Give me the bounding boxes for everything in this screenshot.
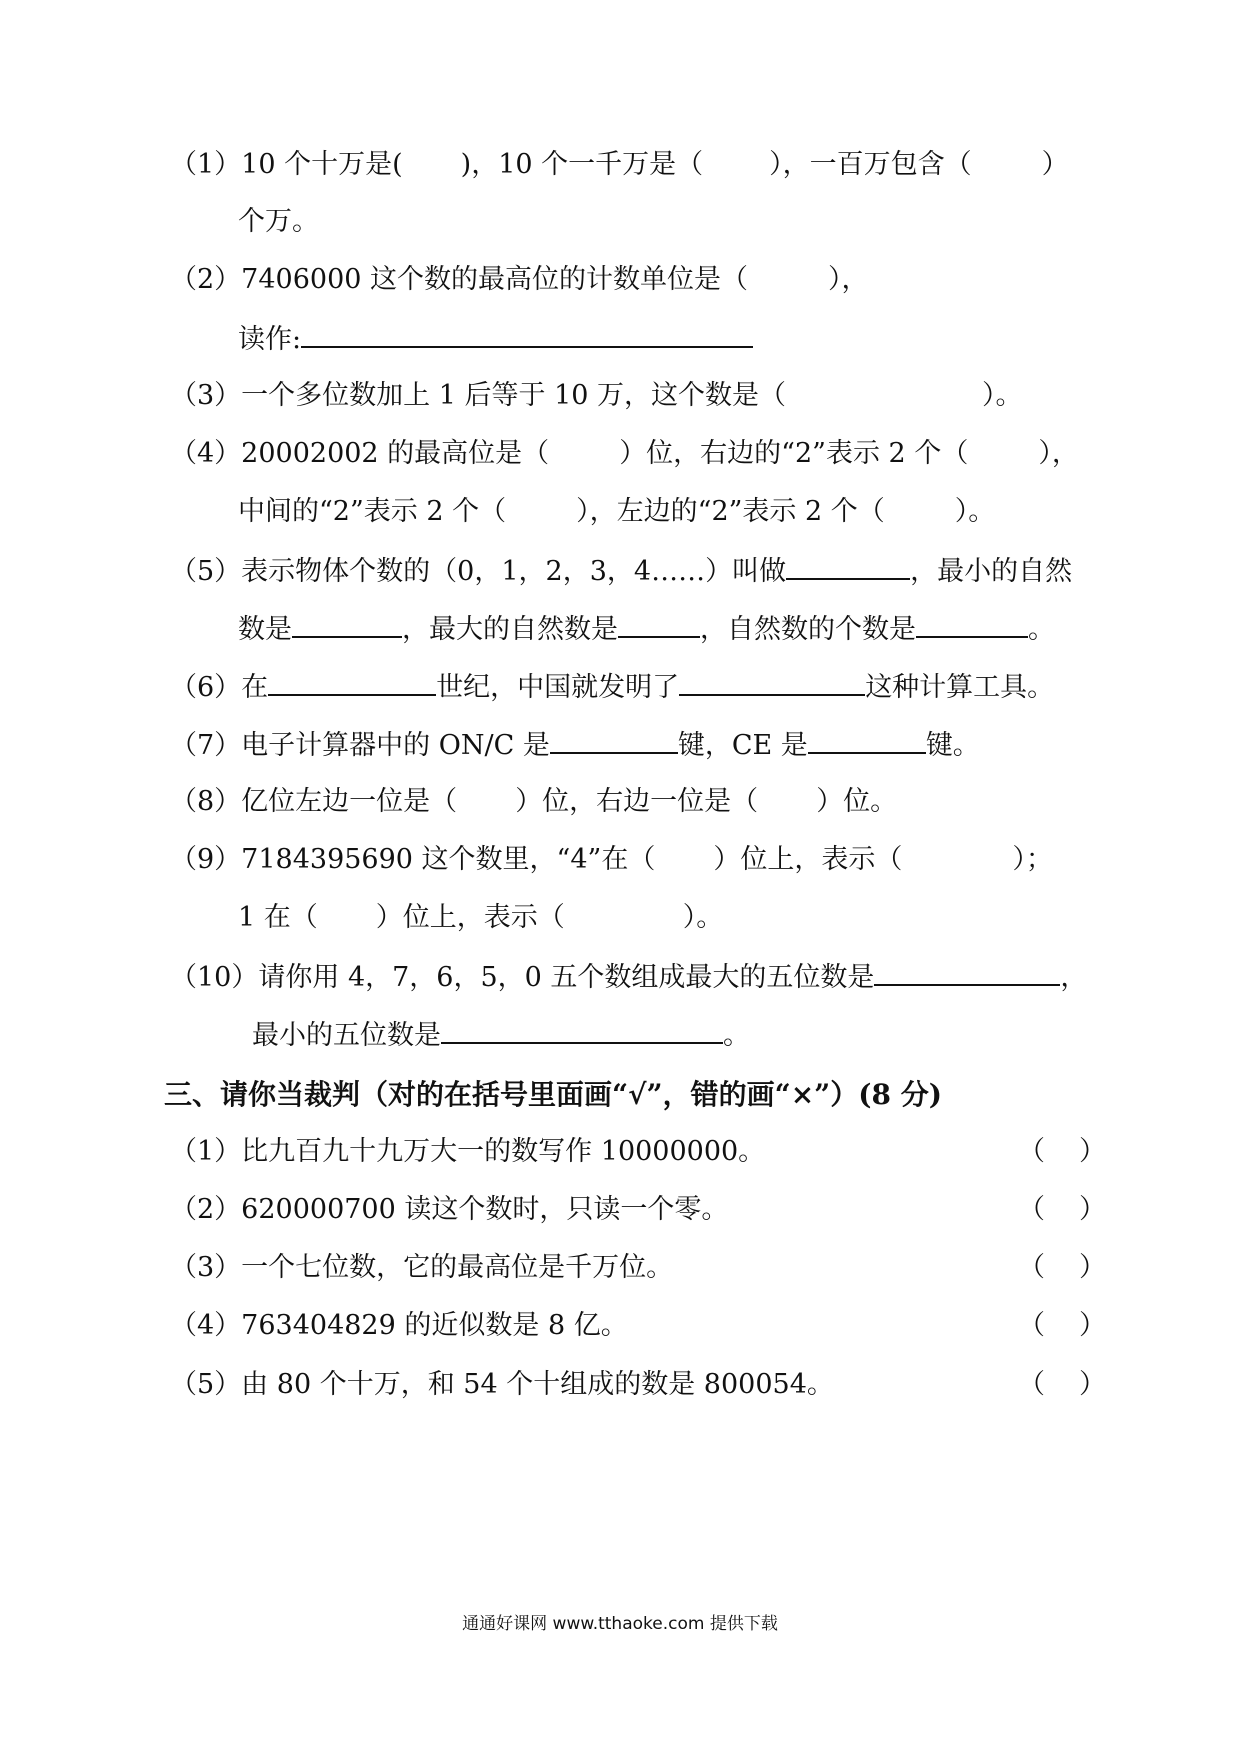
q7-answer-blank-1[interactable] <box>550 726 678 754</box>
q9-text-a: （9）7184395690 这个数里，“4”在（ <box>170 844 656 875</box>
q4-text-f: ）。 <box>954 496 996 527</box>
paren-close: ） <box>1079 1252 1106 1283</box>
paren-close: ） <box>1079 1194 1106 1225</box>
question-4-line-2 <box>238 494 995 530</box>
question-6-line-1 <box>170 668 1054 706</box>
q4-text-d: 中间的“2”表示 2 个（ <box>238 496 507 527</box>
q6-answer-blank-1[interactable] <box>268 668 436 696</box>
paren-close: ） <box>1079 1310 1106 1341</box>
q3-text-a: （3）一个多位数加上 1 后等于 10 万，这个数是（ <box>170 380 787 411</box>
q3-text-b: ）。 <box>982 380 1023 411</box>
question-10-line-2 <box>252 1016 750 1054</box>
q5-text-f: 。 <box>1028 614 1055 645</box>
question-10-line-1 <box>170 958 1087 996</box>
question-1-line-1 <box>170 147 1069 183</box>
q5-answer-blank-3[interactable] <box>618 610 700 638</box>
page-footer: 通通好课网 www.tthaoke.com 提供下载 <box>462 1614 778 1634</box>
q9-text-b: ）位上，表示（ <box>713 844 903 875</box>
q8-text-a: （8）亿位左边一位是（ <box>170 786 458 817</box>
q1-text-c: ），一百万包含（ <box>769 149 972 180</box>
paren-open: （ <box>1018 1310 1045 1341</box>
paren-open: （ <box>1018 1194 1045 1225</box>
q5-answer-blank-2[interactable] <box>292 610 402 638</box>
q9-text-c: ）； <box>1012 844 1053 875</box>
question-1-line-2 <box>238 204 319 240</box>
q1-text-a: （1）10 个十万是( <box>170 149 403 180</box>
q7-text-c: 键。 <box>925 730 980 761</box>
paren-open: （ <box>1018 1136 1045 1167</box>
judge-item-4: （4）763404829 的近似数是 8 亿。 <box>170 1310 628 1341</box>
q9-text-f: ）。 <box>682 902 724 933</box>
q5-text-c: 数是 <box>238 614 292 645</box>
question-2-line-2 <box>238 320 753 358</box>
q10-text-a: （10）请你用 4，7，6，5，0 五个数组成最大的五位数是 <box>170 962 875 993</box>
q10-text-d: 。 <box>723 1020 750 1051</box>
q10-text-c: 最小的五位数是 <box>252 1020 441 1051</box>
question-5-line-2 <box>238 610 1055 648</box>
q9-text-d: 1 在（ <box>238 902 318 933</box>
q8-text-c: ）位。 <box>816 786 898 817</box>
q1-text-d: ） <box>1041 149 1069 180</box>
q7-answer-blank-2[interactable] <box>808 726 926 754</box>
q5-text-e: ，自然数的个数是 <box>700 614 916 645</box>
paren-close: ） <box>1079 1369 1106 1400</box>
q4-text-a: （4）20002002 的最高位是（ <box>170 438 550 469</box>
judge-answer-box-5[interactable] <box>1018 1367 1106 1403</box>
q5-text-a: （5）表示物体个数的（0，1，2，3，4……）叫做 <box>170 556 787 587</box>
q2-text-a: （2）7406000 这个数的最高位的计数单位是（ <box>170 264 749 295</box>
q2-answer-blank[interactable] <box>301 320 753 348</box>
question-7-line-1 <box>170 726 980 764</box>
q10-answer-blank-2[interactable] <box>441 1016 723 1044</box>
judge-item-1: （1）比九百九十九万大一的数写作 10000000。 <box>170 1136 766 1167</box>
q9-text-e: ）位上，表示（ <box>375 902 565 933</box>
q10-text-b: ， <box>1060 962 1088 993</box>
q6-answer-blank-2[interactable] <box>679 668 865 696</box>
question-8-line-1 <box>170 784 897 820</box>
q1-text-line2: 个万。 <box>238 206 319 237</box>
q6-text-b: 世纪，中国就发明了 <box>436 672 680 703</box>
paren-open: （ <box>1018 1252 1045 1283</box>
q10-answer-blank-1[interactable] <box>874 958 1060 986</box>
q4-text-c: ）， <box>1038 438 1079 469</box>
paren-open: （ <box>1018 1369 1045 1400</box>
question-9-line-1 <box>170 842 1053 878</box>
q1-text-b: )，10 个一千万是（ <box>460 149 704 180</box>
q4-text-e: ），左边的“2”表示 2 个（ <box>576 496 885 527</box>
question-4-line-1 <box>170 436 1079 472</box>
question-9-line-2 <box>238 900 723 936</box>
q4-text-b: ）位，右边的“2”表示 2 个（ <box>619 438 969 469</box>
judge-item-5: （5）由 80 个十万，和 54 个十组成的数是 800054。 <box>170 1369 834 1400</box>
q5-answer-blank-1[interactable] <box>786 552 910 580</box>
question-2-line-1 <box>170 262 869 298</box>
q5-text-b: ，最小的自然 <box>910 556 1073 587</box>
judge-answer-box-4[interactable] <box>1018 1308 1106 1344</box>
judge-answer-box-1[interactable] <box>1018 1134 1106 1170</box>
q6-text-a: （6）在 <box>170 672 269 703</box>
judge-item-2: （2）620000700 读这个数时，只读一个零。 <box>170 1194 729 1225</box>
question-3-line-1 <box>170 378 1023 414</box>
q5-text-d: ，最大的自然数是 <box>402 614 618 645</box>
judge-item-3: （3）一个七位数，它的最高位是千万位。 <box>170 1252 674 1283</box>
judge-answer-box-3[interactable] <box>1018 1250 1106 1286</box>
q5-answer-blank-4[interactable] <box>916 610 1028 638</box>
section-3-heading: 三、请你当裁判（对的在括号里面画“√”，错的画“×”）(8 分) <box>164 1078 943 1111</box>
q7-text-b: 键，CE 是 <box>677 730 808 761</box>
q2-text-b: ）， <box>828 264 869 295</box>
question-5-line-1 <box>170 552 1072 590</box>
q6-text-c: 这种计算工具。 <box>865 672 1055 703</box>
judge-answer-box-2[interactable] <box>1018 1192 1106 1228</box>
q2-text-line2: 读作: <box>238 324 302 355</box>
paren-close: ） <box>1079 1136 1106 1167</box>
q8-text-b: ）位，右边一位是（ <box>515 786 759 817</box>
q7-text-a: （7）电子计算器中的 ON/C 是 <box>170 730 550 761</box>
